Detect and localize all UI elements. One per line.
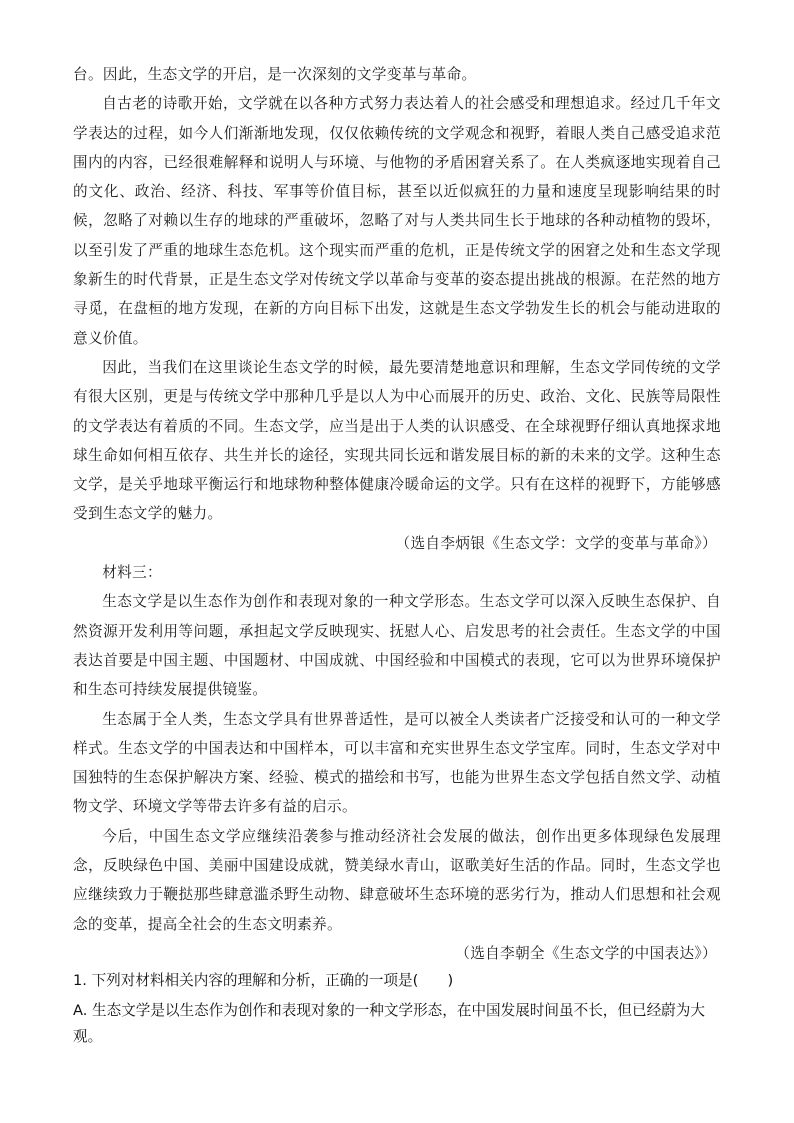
paragraph: 生态文学是以生态作为创作和表现对象的一种文学形态。生态文学可以深入反映生态保护、自然资源开发利用等问题，承担起文学反映现实、抚慰人心、启发思考的社会责任。生态文学的中国表达首要是中国主题、中国题材、中国成就、中国经验和中国模式的表现，它可以为世界环境保护和生态可持续发展提供镜鉴。 (73, 593, 721, 699)
paragraph: 生态属于全人类，生态文学具有世界普适性，是可以被全人类读者广泛接受和认可的一种文学样式。生态文学的中国表达和中国样本，可以丰富和充实世界生态文学宝库。同时，生态文学对中国独特的生态保护解决方案、经验、模式的描绘和书写，也能为世界生态文学包括自然文学、动植物文学、环境文学等带去许多有益的启示。 (73, 710, 721, 816)
paragraph: 自古老的诗歌开始，文学就在以各种方式努力表达着人的社会感受和理想追求。经过几千年文学表达的过程，如今人们渐渐地发现，仅仅依赖传统的文学观念和视野，着眼人类自己感受追求范围内的内容，已经很难解释和说明人与环境、与他物的矛盾困窘关系了。在人类疯逐地实现着自己的文化、政治、经济、科技、军事等价值目标，甚至以近似疯狂的力量和速度呈现影响结果的时候，忽略了对赖以生存的地球的严重破坏，忽略了对与人类共同生长于地球的各种动植物的毁坏，以至引发了严重的地球生态危机。这个现实而严重的危机，正是传统文学的困窘之处和生态文学现象新生的时代背景，正是生态文学对传统文学以革命与变革的姿态提出挑战的根源。在茫然的地方寻觅，在盘桓的地方发现，在新的方向目标下出发，这就是生态文学勃发生长的机会与能动进取的意义价值。 (73, 95, 721, 347)
paragraph: 台。因此，生态文学的开启，是一次深刻的文学变革与革命。 (73, 66, 477, 83)
paragraph: 因此，当我们在这里谈论生态文学的时候，最先要清楚地意识和理解，生态文学同传统的文学有很大区别，更是与传统文学中那种几乎是以人为中心而展开的历史、政治、文化、民族等局限性的文学表达有着质的不同。生态文学，应当是出于人类的认识感受、在全球视野仔细认真地探求地球生命如何相互依存、共生并长的途径，实现共同长远和谐发展目标的新的未来的文学。这种生态文学，是关乎地球平衡运行和地球物种整体健康冷暖命运的文学。只有在这样的视野下，方能够感受到生态文学的魅力。 (73, 358, 721, 523)
question-stem: 1. 下列对材料相关内容的理解和分析，正确的一项是( ) (73, 972, 454, 989)
paragraph: 今后，中国生态文学应继续沿袭参与推动经济社会发展的做法，创作出更多体现绿色发展理念，反映绿色中国、美丽中国建设成就，赞美绿水青山，讴歌美好生活的作品。同时，生态文学也应继续致力于鞭挞那些肆意滥杀野生动物、肆意破坏生态环境的恶劣行为，推动人们思想和社会观念的变革，提高全社会的生态文明素养。 (73, 827, 721, 933)
source-citation: （选自李朝全《生态文学的中国表达》） (455, 944, 717, 962)
source-citation: （选自李炳银《生态文学：文学的变革与革命》） (395, 534, 717, 552)
answer-option-a: A. 生态文学是以生态作为创作和表现对象的一种文学形态，在中国发展时间虽不长，但已经蔚为大观。 (73, 1002, 705, 1045)
material-label: 材料三： (102, 564, 162, 582)
article-body (73, 60, 721, 968)
